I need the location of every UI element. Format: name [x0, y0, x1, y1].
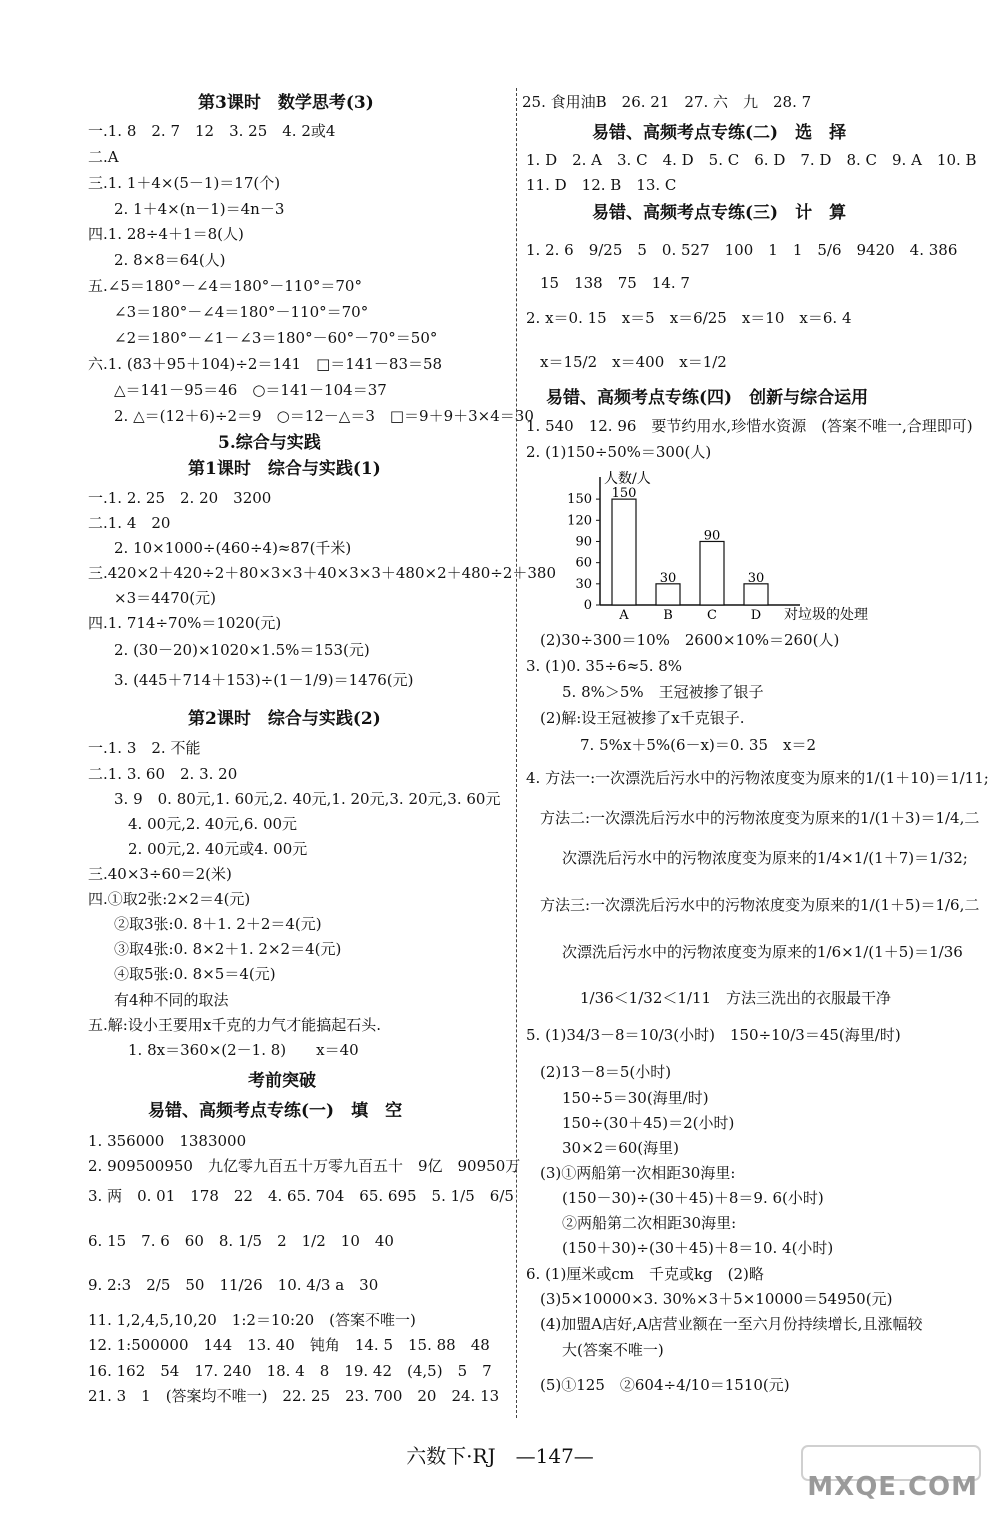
- answer-line: (3)①两船第一次相距30海里:: [540, 1164, 736, 1182]
- answer-line: x＝15/2 x＝400 x＝1/2: [540, 353, 727, 371]
- answer-line: ②两船第二次相距30海里:: [562, 1214, 737, 1232]
- answer-line: (2)30÷300＝10% 2600×10%＝260(人): [540, 631, 840, 649]
- column-divider: [516, 88, 517, 1418]
- answer-line: 1/36＜1/32＜1/11 方法三洗出的衣服最干净: [580, 989, 892, 1007]
- answer-line: 16. 162 54 17. 240 18. 4 8 19. 42 (4,5) 5 7: [88, 1362, 492, 1380]
- answer-line: 一.1. 3 2. 不能: [88, 739, 201, 757]
- answer-line: 3. (445＋714＋153)÷(1－1/9)＝1476(元): [114, 671, 414, 689]
- answer-line: 三.40×3÷60＝2(米): [88, 865, 232, 883]
- answer-line: (4)加盟A店好,A店营业额在一至六月份持续增长,且涨幅较: [540, 1315, 923, 1333]
- answer-line: 四.①取2张:2×2＝4(元): [88, 890, 251, 908]
- page-footer: 六数下·RJ —147—: [406, 1444, 594, 1468]
- answer-line: △＝141－95＝46 ○＝141－104＝37: [114, 381, 387, 399]
- answer-line: 有4种不同的取法: [114, 991, 229, 1009]
- answer-line: 五.解:设小王要用x千克的力气才能搞起石头.: [88, 1016, 382, 1034]
- answer-line: 1. D 2. A 3. C 4. D 5. C 6. D 7. D 8. C 9. A 10. B: [526, 151, 977, 169]
- section-heading: 第3课时 数学思考(3): [198, 93, 374, 113]
- answer-line: 3. 9 0. 80元,1. 60元,2. 40元,1. 20元,3. 20元,3. 60元: [114, 790, 501, 808]
- answer-line: 6. 15 7. 6 60 8. 1/5 2 1/2 10 40: [88, 1232, 394, 1250]
- answer-line: (2)13－8＝5(小时): [540, 1063, 672, 1081]
- answer-line: (3)5×10000×3. 30%×3＋5×10000＝54950(元): [540, 1290, 893, 1308]
- answer-line: 六.1. (83＋95＋104)÷2＝141 □＝141－83＝58: [88, 355, 443, 373]
- category-label: D: [750, 608, 762, 623]
- answer-line: (2)解:设王冠被掺了x千克银子.: [540, 709, 745, 727]
- answer-line: 1. 540 12. 96 要节约用水,珍惜水资源 (答案不唯一,合理即可): [526, 417, 973, 435]
- y-tick-label: 90: [575, 534, 592, 550]
- answer-line: 四.1. 28÷4＋1＝8(人): [88, 225, 244, 243]
- answer-line: ④取5张:0. 8×5＝4(元): [114, 965, 276, 983]
- y-tick-label: 120: [567, 513, 592, 529]
- answer-line: ∠3＝180°－∠4＝180°－110°＝70°: [114, 303, 369, 321]
- answer-line: 9. 2:3 2/5 50 11/26 10. 4/3 a 30: [88, 1276, 379, 1294]
- answer-line: 30×2＝60(海里): [562, 1139, 679, 1157]
- answer-line: 2. 00元,2. 40元或4. 00元: [128, 840, 308, 858]
- answer-line: 三.420×2＋420÷2＋80×3×3＋40×3×3＋480×2＋480÷2＋380: [88, 564, 556, 582]
- y-axis-label: 人数/人: [604, 471, 651, 487]
- answer-line: 方法二:一次漂洗后污水中的污物浓度变为原来的1/(1＋3)＝1/4,二: [540, 809, 980, 827]
- y-tick-label: 150: [567, 492, 592, 508]
- data-label: 90: [703, 528, 721, 544]
- answer-line: 150÷(30＋45)＝2(小时): [562, 1114, 735, 1132]
- answer-line: 方法三:一次漂洗后污水中的污物浓度变为原来的1/(1＋5)＝1/6,二: [540, 896, 980, 914]
- answer-line: 3. 两 0. 01 178 22 4. 65. 704 65. 695 5. 1/5 6/5: [88, 1187, 514, 1205]
- answer-line: 7. 5%x＋5%(6－x)＝0. 35 x＝2: [580, 736, 817, 754]
- answer-line: ∠2＝180°－∠1－∠3＝180°－60°－70°＝50°: [114, 329, 438, 347]
- answer-line: 11. 1,2,4,5,10,20 1:2＝10:20 (答案不唯一): [88, 1311, 416, 1329]
- y-tick-label: 30: [575, 576, 592, 592]
- answer-line: 15 138 75 14. 7: [540, 274, 690, 292]
- x-axis-label: 对垃圾的处理: [784, 607, 868, 623]
- answer-line: 2. 10×1000÷(460÷4)≈87(千米): [114, 539, 352, 557]
- answer-line: 1. 8x＝360×(2－1. 8) x＝40: [128, 1041, 359, 1059]
- y-tick-label: 60: [575, 555, 592, 571]
- answer-line: 5. (1)34/3－8＝10/3(小时) 150÷10/3＝45(海里/时): [526, 1026, 901, 1044]
- y-tick-label: 0: [583, 598, 592, 613]
- answer-line: 四.1. 714÷70%＝1020(元): [88, 614, 282, 632]
- answer-line: 2. 909500950 九亿零九百五十万零九百五十 9亿 90950万: [88, 1157, 521, 1175]
- answer-line: 2. △＝(12＋6)÷2＝9 ○＝12－△＝3 □＝9＋9＋3×4＝30: [114, 407, 534, 425]
- answer-line: 3. (1)0. 35÷6≈5. 8%: [526, 657, 683, 675]
- section-heading: 第1课时 综合与实践(1): [188, 459, 381, 479]
- answer-line: 6. (1)厘米或cm 千克或kg (2)略: [526, 1265, 764, 1283]
- data-label: 30: [659, 570, 677, 586]
- answer-line: 5. 8%＞5% 王冠被掺了银子: [562, 683, 764, 701]
- bar-chart: [560, 460, 890, 630]
- section-heading: 第2课时 综合与实践(2): [188, 709, 381, 729]
- answer-line: 次漂洗后污水中的污物浓度变为原来的1/4×1/(1＋7)＝1/32;: [562, 849, 968, 867]
- section-heading: 5.综合与实践: [218, 433, 321, 453]
- answer-line: 二.1. 3. 60 2. 3. 20: [88, 765, 238, 783]
- answer-line: ×3＝4470(元): [114, 589, 216, 607]
- watermark-text: MXQE.COM: [807, 1472, 978, 1502]
- category-label: A: [619, 608, 629, 623]
- answer-line: 12. 1:500000 144 13. 40 钝角 14. 5 15. 88 48: [88, 1336, 490, 1354]
- answer-line: 25. 食用油B 26. 21 27. 六 九 28. 7: [522, 93, 812, 111]
- answer-line: 一.1. 2. 25 2. 20 3200: [88, 489, 272, 507]
- answer-line: (150－30)÷(30＋45)＋8＝9. 6(小时): [562, 1189, 824, 1207]
- answer-line: 1. 356000 1383000: [88, 1132, 247, 1150]
- answer-line: 2. (1)150÷50%＝300(人): [526, 443, 712, 461]
- section-heading: 易错、高频考点专练(二) 选 择: [592, 123, 847, 143]
- section-heading: 易错、高频考点专练(四) 创新与综合运用: [546, 388, 869, 408]
- answer-line: 一.1. 8 2. 7 12 3. 25 4. 2或4: [88, 122, 336, 140]
- answer-line: 二.A: [88, 148, 119, 166]
- bar-D: [744, 584, 768, 605]
- answer-line: ②取3张:0. 8＋1. 2＋2＝4(元): [114, 915, 322, 933]
- answer-line: 2. 8×8＝64(人): [114, 251, 226, 269]
- answer-line: 三.1. 1＋4×(5－1)＝17(个): [88, 174, 281, 192]
- answer-line: 二.1. 4 20: [88, 514, 171, 532]
- answer-line: 2. x＝0. 15 x＝5 x＝6/25 x＝10 x＝6. 4: [526, 309, 852, 327]
- data-label: 150: [611, 486, 637, 502]
- answer-line: 2. (30－20)×1020×1.5%＝153(元): [114, 641, 370, 659]
- answer-line: (5)①125 ②604÷4/10＝1510(元): [540, 1376, 790, 1394]
- data-label: 30: [747, 570, 765, 586]
- bar-C: [700, 541, 724, 605]
- bar-A: [612, 499, 636, 605]
- answer-line: 4. 方法一:一次漂洗后污水中的污物浓度变为原来的1/(1＋10)＝1/11;: [526, 769, 989, 787]
- answer-line: 150÷5＝30(海里/时): [562, 1089, 709, 1107]
- answer-line: 2. 1＋4×(n－1)＝4n－3: [114, 200, 285, 218]
- answer-line: 11. D 12. B 13. C: [526, 176, 677, 194]
- answer-line: 1. 2. 6 9/25 5 0. 527 100 1 1 5/6 9420 4. 386: [526, 241, 958, 259]
- answer-line: ③取4张:0. 8×2＋1. 2×2＝4(元): [114, 940, 342, 958]
- answer-line: 五.∠5＝180°－∠4＝180°－110°＝70°: [88, 277, 362, 295]
- answer-line: 大(答案不唯一): [562, 1341, 664, 1359]
- answer-line: 次漂洗后污水中的污物浓度变为原来的1/6×1/(1＋5)＝1/36: [562, 943, 963, 961]
- section-heading: 易错、高频考点专练(一) 填 空: [148, 1101, 403, 1121]
- bar-B: [656, 584, 680, 605]
- answer-line: (150＋30)÷(30＋45)＋8＝10. 4(小时): [562, 1239, 834, 1257]
- answer-line: 21. 3 1 (答案均不唯一) 22. 25 23. 700 20 24. 13: [88, 1387, 500, 1405]
- category-label: B: [663, 608, 673, 623]
- section-heading: 易错、高频考点专练(三) 计 算: [592, 203, 847, 223]
- section-heading: 考前突破: [248, 1071, 316, 1091]
- category-label: C: [707, 608, 717, 623]
- answer-line: 4. 00元,2. 40元,6. 00元: [128, 815, 298, 833]
